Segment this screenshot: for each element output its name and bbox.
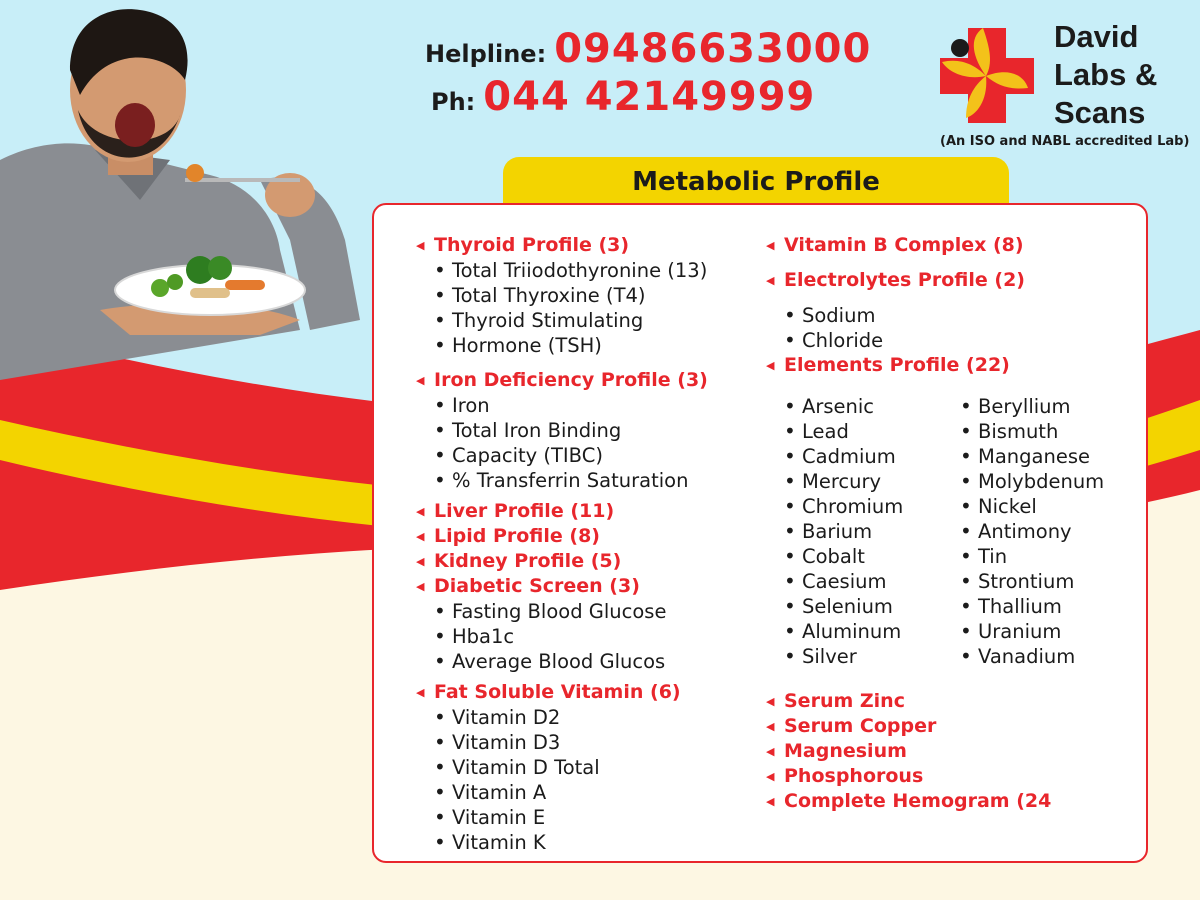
elements-list-col2 — [960, 394, 1104, 669]
list-item: • Tin — [960, 544, 1104, 569]
list-item: • Bismuth — [960, 419, 1104, 444]
triangle-left-icon: ◀ — [766, 795, 775, 808]
list-item — [434, 443, 776, 468]
list-item: • Chloride — [784, 328, 1136, 353]
helpline-number[interactable]: 09486633000 — [554, 26, 872, 72]
section-vitamin-b — [766, 233, 1136, 258]
list-item: • % Transferrin Saturation — [434, 468, 776, 493]
list-item: • Iron — [434, 393, 776, 418]
list-item: • Antimony — [960, 519, 1104, 544]
list-item: • Total Thyroxine (T4) — [434, 283, 776, 308]
list-item: • Strontium — [960, 569, 1104, 594]
section-title: Serum Copper — [784, 715, 937, 737]
section-lipid — [416, 524, 776, 549]
list-item: • Aluminum — [784, 619, 960, 644]
diabetic-list — [416, 599, 776, 674]
profile-card — [372, 203, 1148, 863]
electrolytes-list — [766, 303, 1136, 353]
list-item: • Vitamin D Total — [434, 755, 776, 780]
triangle-left-icon: ◀ — [416, 580, 425, 593]
section-diabetic — [416, 574, 776, 599]
triangle-left-icon: ◀ — [416, 686, 425, 699]
brand-name-line3: Scans — [1054, 95, 1146, 130]
triangle-left-icon: ◀ — [766, 720, 775, 733]
section-hemogram — [766, 789, 1136, 814]
list-item: • Vitamin K — [434, 830, 776, 855]
section-title: Diabetic Screen (3) — [434, 575, 640, 597]
section-liver — [416, 499, 776, 524]
triangle-left-icon: ◀ — [766, 239, 775, 252]
phone-number[interactable]: 044 42149999 — [483, 74, 816, 120]
list-item: • Sodium — [784, 303, 1136, 328]
brand-name — [1054, 18, 1157, 132]
triangle-left-icon: ◀ — [416, 239, 425, 252]
list-item: • Arsenic — [784, 394, 960, 419]
list-item: • Cobalt — [784, 544, 960, 569]
section-iron — [416, 368, 776, 393]
person-eating-illustration — [0, 0, 380, 420]
elements-list-col1 — [784, 394, 960, 669]
section-kidney — [416, 549, 776, 574]
triangle-left-icon: ◀ — [416, 505, 425, 518]
list-item: • Vitamin D2 — [434, 705, 776, 730]
triangle-left-icon: ◀ — [416, 374, 425, 387]
list-item: • Barium — [784, 519, 960, 544]
contact-info — [425, 26, 871, 120]
section-title: Serum Zinc — [784, 690, 905, 712]
iron-list — [416, 393, 776, 493]
list-item: • Fasting Blood Glucose — [434, 599, 776, 624]
list-item: • Vitamin A — [434, 780, 776, 805]
phone-row — [431, 74, 871, 120]
section-fat-soluble — [416, 680, 776, 705]
triangle-left-icon: ◀ — [766, 770, 775, 783]
list-item: • Total Triiodothyronine (13) — [434, 258, 776, 283]
phone-label: Ph: — [431, 88, 476, 116]
section-title: Iron Deficiency Profile (3) — [434, 369, 708, 391]
helpline-label: Helpline: — [425, 40, 547, 68]
page-title: Metabolic Profile — [632, 167, 880, 197]
section-title: Thyroid Profile (3) — [434, 234, 630, 256]
list-item: • Thyroid Stimulating — [434, 308, 776, 333]
section-title: Liver Profile (11) — [434, 500, 615, 522]
section-title: Lipid Profile (8) — [434, 525, 600, 547]
list-item: • Silver — [784, 644, 960, 669]
section-title: Phosphorous — [784, 765, 924, 787]
triangle-left-icon: ◀ — [766, 274, 775, 287]
section-title: Magnesium — [784, 740, 907, 762]
right-column — [766, 233, 1136, 814]
section-electrolytes — [766, 268, 1136, 293]
list-item: • Selenium — [784, 594, 960, 619]
helpline-row — [425, 26, 871, 72]
brand-subtitle: (An ISO and NABL accredited Lab) — [940, 134, 1190, 149]
list-item: • Chromium — [784, 494, 960, 519]
fat-soluble-list — [416, 705, 776, 855]
triangle-left-icon: ◀ — [766, 745, 775, 758]
section-title: Complete Hemogram (24 — [784, 790, 1052, 812]
triangle-left-icon: ◀ — [766, 359, 775, 372]
list-item: • Cadmium — [784, 444, 960, 469]
list-item: • Lead — [784, 419, 960, 444]
triangle-left-icon: ◀ — [416, 530, 425, 543]
section-title: Vitamin B Complex (8) — [784, 234, 1024, 256]
list-item: • Molybdenum — [960, 469, 1104, 494]
section-title: Elements Profile (22) — [784, 354, 1010, 376]
list-item: • Vitamin D3 — [434, 730, 776, 755]
list-item: • Mercury — [784, 469, 960, 494]
brand-name-line2: Labs & — [1054, 57, 1158, 92]
list-item: • Nickel — [960, 494, 1104, 519]
list-item: • Total Iron Binding — [434, 418, 776, 443]
section-title: Electrolytes Profile (2) — [784, 269, 1025, 291]
section-serum-zinc — [766, 689, 1136, 714]
triangle-left-icon: ◀ — [416, 555, 425, 568]
section-phosphorous — [766, 764, 1136, 789]
list-item: • Hormone (TSH) — [434, 333, 776, 358]
section-magnesium — [766, 739, 1136, 764]
section-elements — [766, 353, 1136, 378]
triangle-left-icon: ◀ — [766, 695, 775, 708]
list-item-continuation: Capacity (TIBC) — [452, 444, 603, 467]
list-item: • Hba1c — [434, 624, 776, 649]
section-title: Fat Soluble Vitamin (6) — [434, 681, 681, 703]
medical-cross-flower-icon — [928, 18, 1043, 133]
list-item: • Caesium — [784, 569, 960, 594]
list-item: • Vitamin E — [434, 805, 776, 830]
brand-name-line1: David — [1054, 19, 1139, 54]
brand-logo — [928, 18, 1188, 158]
list-item: • Uranium — [960, 619, 1104, 644]
list-item: • Vanadium — [960, 644, 1104, 669]
list-item: • Thallium — [960, 594, 1104, 619]
left-column — [416, 233, 776, 855]
list-item: • Manganese — [960, 444, 1104, 469]
list-item: • Beryllium — [960, 394, 1104, 419]
elements-grid — [766, 394, 1136, 669]
section-thyroid — [416, 233, 776, 258]
section-serum-copper — [766, 714, 1136, 739]
thyroid-list — [416, 258, 776, 358]
list-item: • Average Blood Glucos — [434, 649, 776, 674]
section-title: Kidney Profile (5) — [434, 550, 622, 572]
